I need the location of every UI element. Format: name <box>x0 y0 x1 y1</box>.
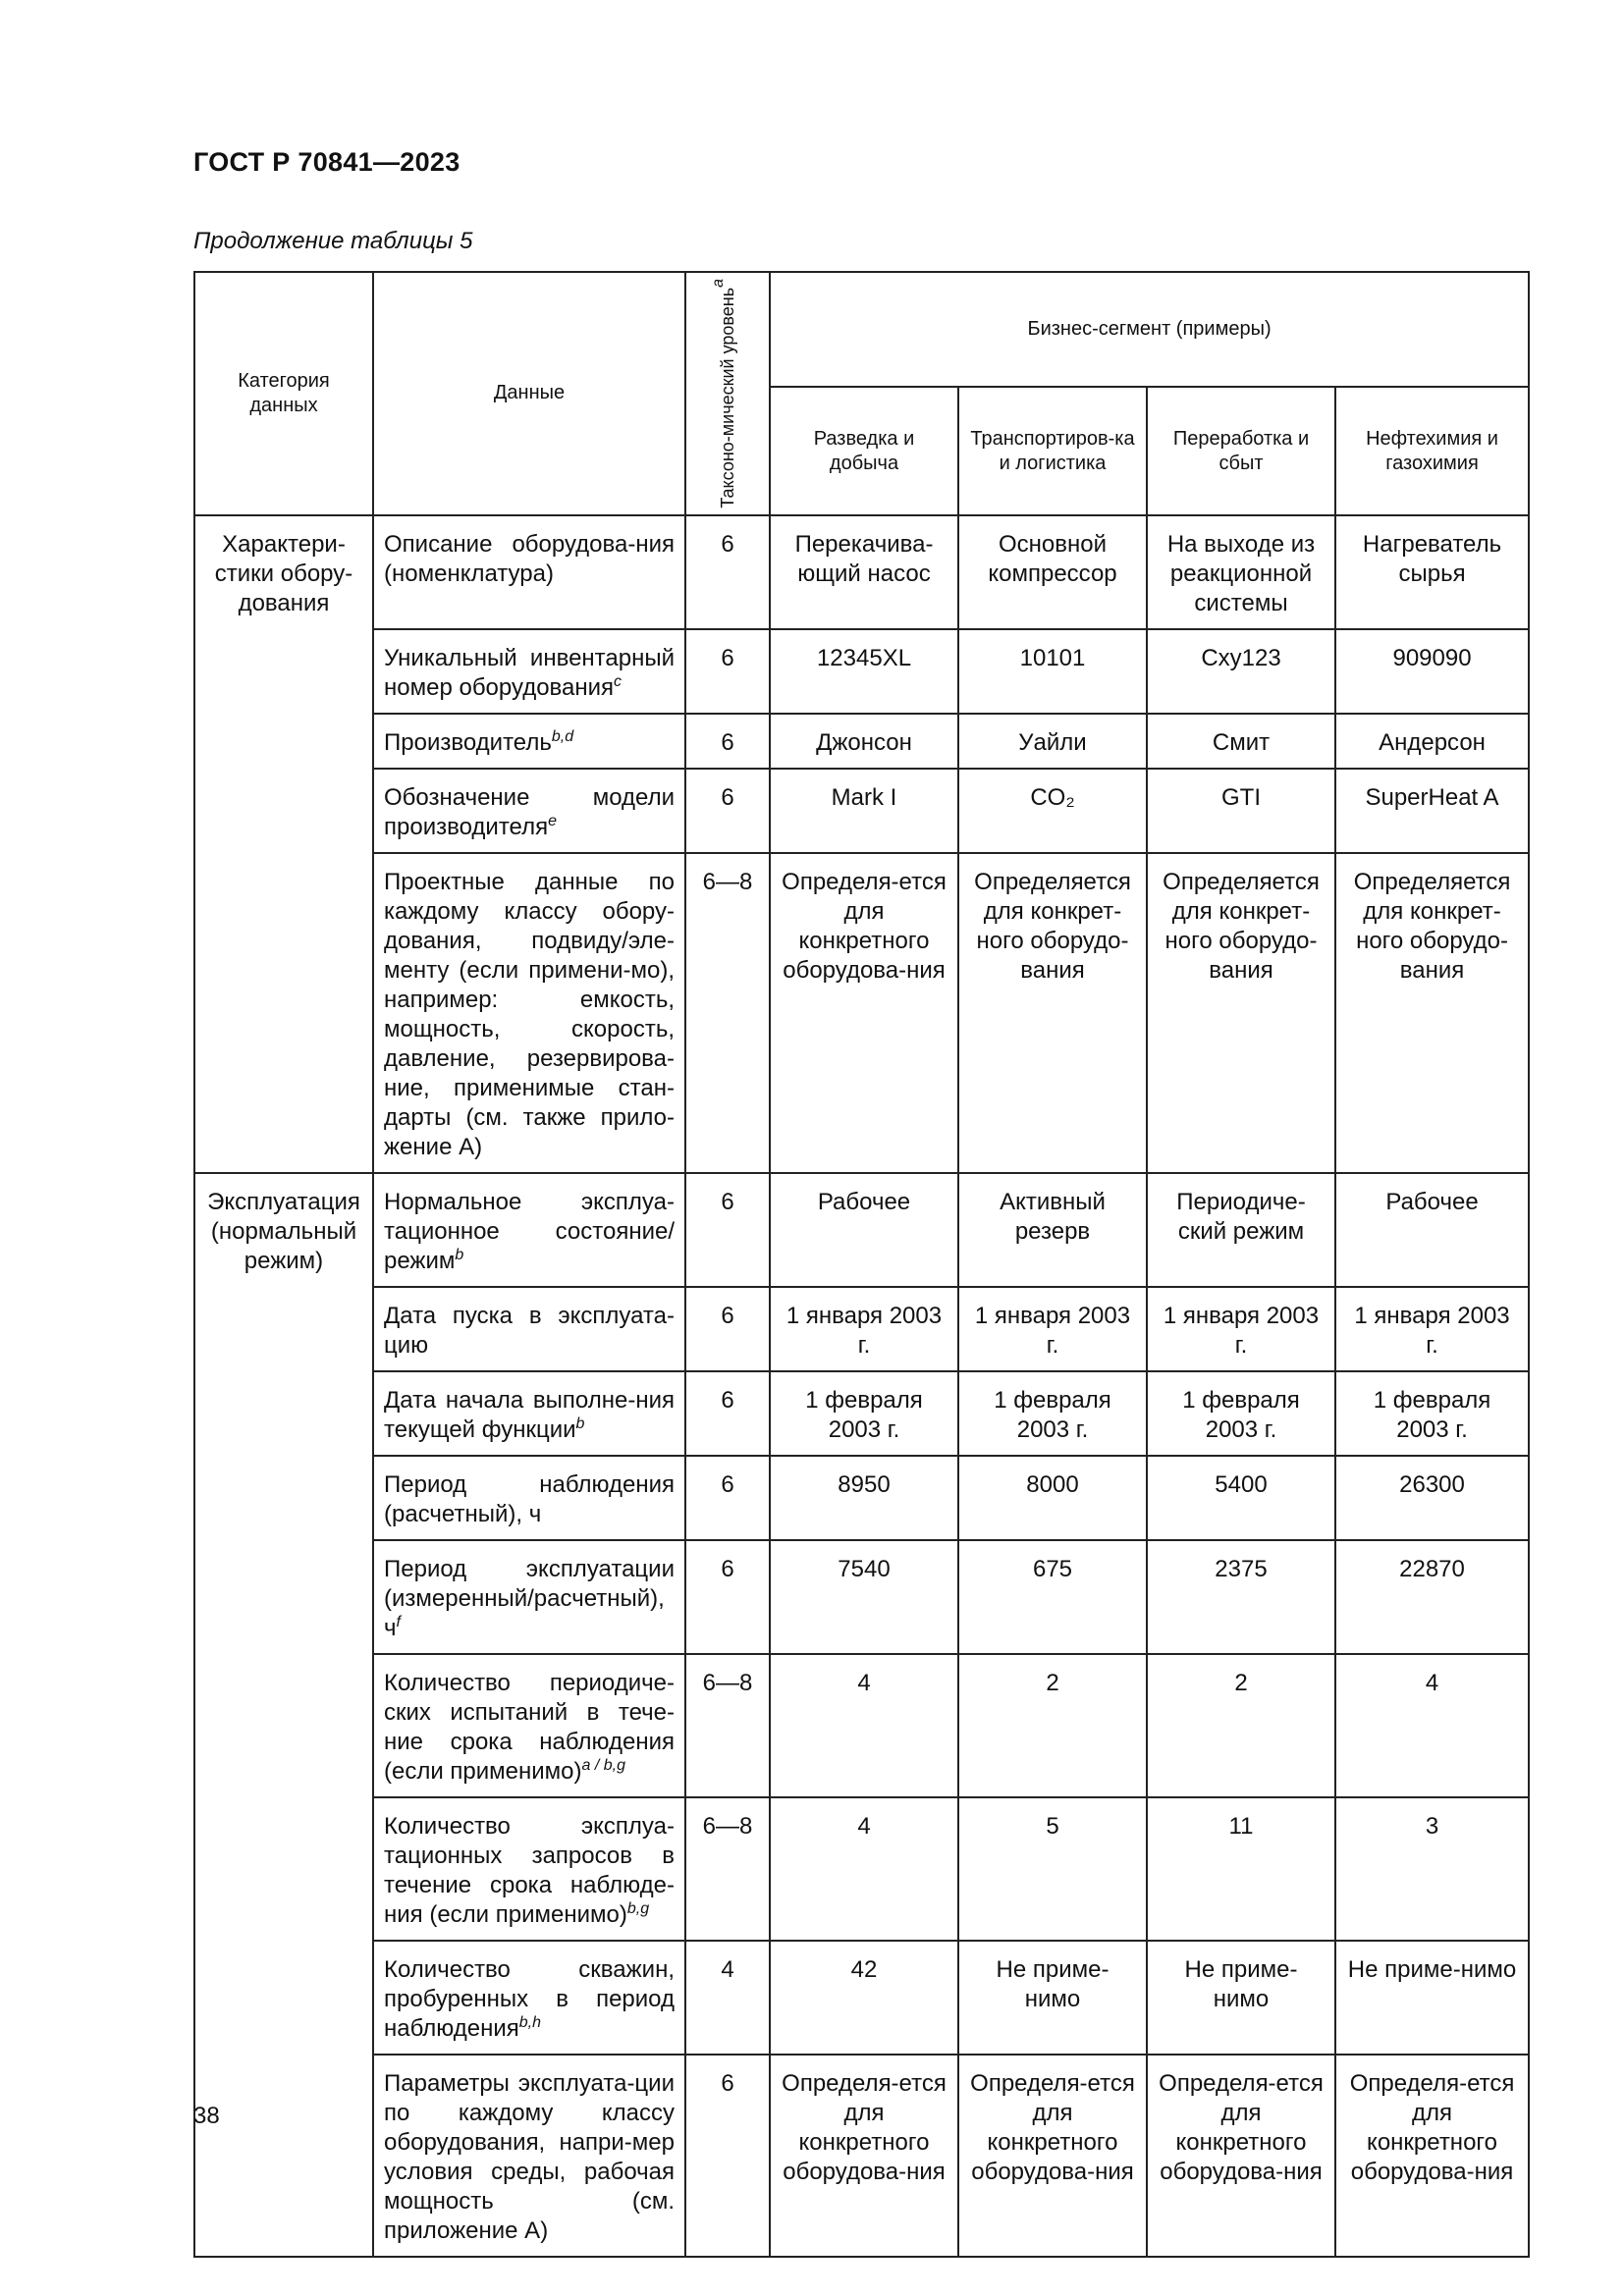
level-cell: 4 <box>685 1941 770 2055</box>
value-cell: 7540 <box>770 1540 958 1654</box>
value-cell: 42 <box>770 1941 958 2055</box>
value-cell: Определя-ется для конкретного оборудова-ния <box>1147 2055 1335 2257</box>
data-text: Дата начала выполне-ния текущей функции <box>384 1386 675 1443</box>
page-number: 38 <box>193 2103 220 2129</box>
data-cell <box>373 1173 685 1287</box>
value-cell: Не приме-нимо <box>1335 1941 1529 2055</box>
data-text: Количество периодиче-ских испытаний в тече-ние срока наблюдения (если применимо) <box>384 1669 675 1785</box>
table-row <box>194 1173 1529 1287</box>
table-row <box>194 1797 1529 1941</box>
value-cell: Cxy123 <box>1147 629 1335 714</box>
data-cell: Период наблюдения (расчетный), ч <box>373 1456 685 1540</box>
table-row <box>194 714 1529 769</box>
value-cell: 5 <box>958 1797 1147 1941</box>
value-cell: Уайли <box>958 714 1147 769</box>
table-row <box>194 1941 1529 2055</box>
value-cell: 2375 <box>1147 1540 1335 1654</box>
level-cell: 6 <box>685 714 770 769</box>
footnote-ref: b,g <box>626 1899 650 1917</box>
value-cell: Mark I <box>770 769 958 853</box>
value-cell: Джонсон <box>770 714 958 769</box>
value-cell: 2 <box>1147 1654 1335 1797</box>
header-segment: Переработка и сбыт <box>1147 387 1335 514</box>
footnote-ref: b <box>575 1415 585 1432</box>
footnote-ref: b <box>455 1246 464 1263</box>
value-cell: 1 февраля 2003 г. <box>770 1371 958 1456</box>
value-cell: 1 января 2003 г. <box>770 1287 958 1371</box>
value-cell: Рабочее <box>1335 1173 1529 1287</box>
table-row <box>194 1371 1529 1456</box>
value-cell: SuperHeat A <box>1335 769 1529 853</box>
value-cell: 10101 <box>958 629 1147 714</box>
value-cell: Определяется для конкрет-ного оборудо-вания <box>958 853 1147 1173</box>
value-cell: GTI <box>1147 769 1335 853</box>
value-cell: Определя-ется для конкретного оборудова-ния <box>1335 2055 1529 2257</box>
table-row <box>194 853 1529 1173</box>
table-row <box>194 1540 1529 1654</box>
value-cell: На выходе из реакционной системы <box>1147 515 1335 629</box>
data-table <box>193 271 1530 2258</box>
level-cell: 6 <box>685 1173 770 1287</box>
value-cell: 1 января 2003 г. <box>1335 1287 1529 1371</box>
data-cell: Проектные данные по каждому классу обору-дования, подвиду/эле-менту (если примени-мо), например: емкость, мощность, скорость, давление, резервирова-ние, применимые стан-дарты (см. также прило-жение А) <box>373 853 685 1173</box>
value-cell: Смит <box>1147 714 1335 769</box>
value-cell: Андерсон <box>1335 714 1529 769</box>
level-cell: 6 <box>685 515 770 629</box>
value-cell: 8950 <box>770 1456 958 1540</box>
value-cell: 4 <box>770 1654 958 1797</box>
value-cell: CO₂ <box>958 769 1147 853</box>
value-cell: Не приме-нимо <box>1147 1941 1335 2055</box>
table-row <box>194 515 1529 629</box>
value-cell: Активный резерв <box>958 1173 1147 1287</box>
level-cell: 6—8 <box>685 1654 770 1797</box>
data-cell <box>373 1941 685 2055</box>
data-text: Нормальное эксплуа-тационное состояние/ режим <box>384 1188 675 1274</box>
footnote-ref: a / b,g <box>581 1756 625 1774</box>
value-cell: Рабочее <box>770 1173 958 1287</box>
value-cell: 4 <box>770 1797 958 1941</box>
data-text: Уникальный инвентарный номер оборудования <box>384 644 675 701</box>
data-text: Обозначение модели производителя <box>384 783 675 840</box>
value-cell: Не приме-нимо <box>958 1941 1147 2055</box>
data-cell <box>373 629 685 714</box>
level-cell: 6 <box>685 769 770 853</box>
data-text: Производитель <box>384 728 552 756</box>
data-text: Количество скважин, пробуренных в период наблюдения <box>384 1955 675 2042</box>
header-data: Данные <box>373 272 685 515</box>
value-cell: Определя-ется для конкретного оборудова-ния <box>958 2055 1147 2257</box>
value-cell: 1 февраля 2003 г. <box>1335 1371 1529 1456</box>
footnote-ref: b,h <box>518 2013 542 2031</box>
level-cell: 6 <box>685 2055 770 2257</box>
value-cell: Нагреватель сырья <box>1335 515 1529 629</box>
header-segment: Нефтехимия и газохимия <box>1335 387 1529 514</box>
table-row <box>194 1456 1529 1540</box>
level-cell: 6 <box>685 1456 770 1540</box>
header-business-segment: Бизнес-сегмент (примеры) <box>770 272 1529 387</box>
value-cell: 3 <box>1335 1797 1529 1941</box>
footnote-ref: e <box>548 812 557 829</box>
footnote-ref: f <box>396 1613 401 1630</box>
value-cell: 11 <box>1147 1797 1335 1941</box>
value-cell: 8000 <box>958 1456 1147 1540</box>
value-cell: 22870 <box>1335 1540 1529 1654</box>
table-row <box>194 629 1529 714</box>
value-cell: 12345XL <box>770 629 958 714</box>
data-cell <box>373 1797 685 1941</box>
data-cell <box>373 1371 685 1456</box>
table-row <box>194 769 1529 853</box>
table-row <box>194 1654 1529 1797</box>
data-cell: Описание оборудова-ния (номенклатура) <box>373 515 685 629</box>
document-code: ГОСТ Р 70841—2023 <box>193 147 460 177</box>
data-cell <box>373 769 685 853</box>
data-text: Период эксплуатации (измеренный/расчетный), ч <box>384 1555 675 1641</box>
data-cell <box>373 714 685 769</box>
value-cell: Основной компрессор <box>958 515 1147 629</box>
level-cell: 6—8 <box>685 1797 770 1941</box>
value-cell: Определяется для конкрет-ного оборудо-вания <box>1335 853 1529 1173</box>
header-taxonomy-level-text: Таксоно-мический уровень <box>718 287 737 508</box>
value-cell: 1 января 2003 г. <box>958 1287 1147 1371</box>
data-cell <box>373 1654 685 1797</box>
table-row <box>194 2055 1529 2257</box>
value-cell: 4 <box>1335 1654 1529 1797</box>
value-cell: 1 февраля 2003 г. <box>958 1371 1147 1456</box>
value-cell: 2 <box>958 1654 1147 1797</box>
value-cell: Периодиче-ский режим <box>1147 1173 1335 1287</box>
level-cell: 6 <box>685 1371 770 1456</box>
header-taxonomy-level <box>685 272 770 515</box>
value-cell: 26300 <box>1335 1456 1529 1540</box>
level-cell: 6 <box>685 1287 770 1371</box>
value-cell: 1 января 2003 г. <box>1147 1287 1335 1371</box>
level-cell: 6 <box>685 1540 770 1654</box>
table-row <box>194 1287 1529 1371</box>
value-cell: 909090 <box>1335 629 1529 714</box>
footnote-ref: c <box>614 672 623 690</box>
data-cell <box>373 1540 685 1654</box>
footnote-ref: b,d <box>551 727 574 745</box>
value-cell: Перекачива-ющий насос <box>770 515 958 629</box>
category-cell: Характери-стики обору-дования <box>194 515 373 1173</box>
data-cell: Параметры эксплуата-ции по каждому классу оборудования, напри-мер условия среды, рабочая мощность (см. приложение А) <box>373 2055 685 2257</box>
table-caption: Продолжение таблицы 5 <box>193 228 473 254</box>
header-segment: Разведка и добыча <box>770 387 958 514</box>
value-cell: 1 февраля 2003 г. <box>1147 1371 1335 1456</box>
data-text: Количество эксплуа-тационных запросов в течение срока наблюде-ния (если применимо) <box>384 1812 675 1928</box>
level-cell: 6—8 <box>685 853 770 1173</box>
header-taxonomy-level-sup: a <box>710 279 727 288</box>
category-cell: Эксплуатация (нормальный режим) <box>194 1173 373 2257</box>
data-cell: Дата пуска в эксплуата-цию <box>373 1287 685 1371</box>
level-cell: 6 <box>685 629 770 714</box>
value-cell: Определя-ется для конкретного оборудова-ния <box>770 853 958 1173</box>
value-cell: 675 <box>958 1540 1147 1654</box>
header-category: Категория данных <box>194 272 373 515</box>
value-cell: Определяется для конкрет-ного оборудо-вания <box>1147 853 1335 1173</box>
header-segment: Транспортиров-ка и логистика <box>958 387 1147 514</box>
value-cell: Определя-ется для конкретного оборудова-ния <box>770 2055 958 2257</box>
value-cell: 5400 <box>1147 1456 1335 1540</box>
